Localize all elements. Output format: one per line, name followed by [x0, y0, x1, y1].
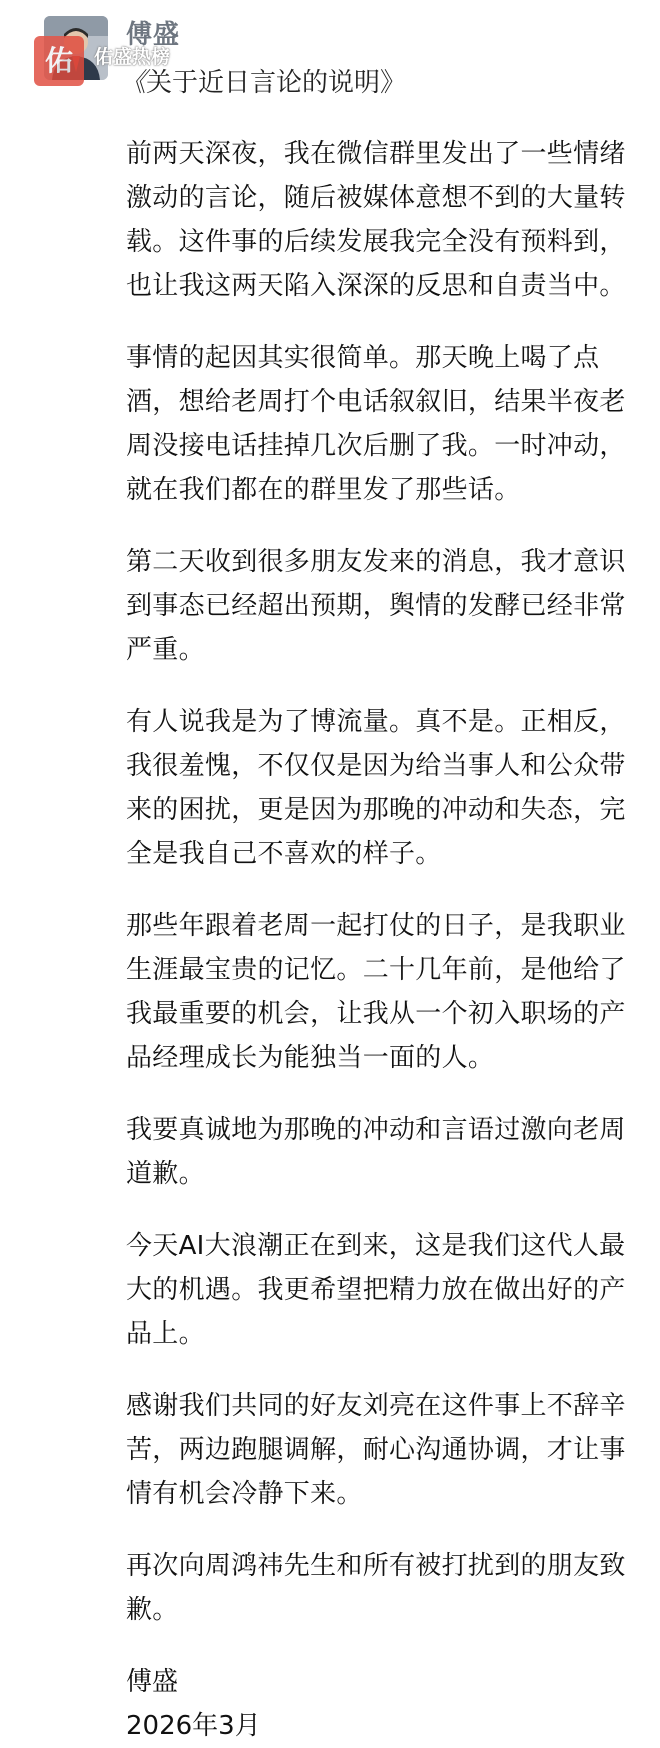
paragraph: 有人说我是为了博流量。真不是。正相反，我很羞愧，不仅仅是因为给当事人和公众带来的困扰，更是因为那晚的冲动和失态，完全是我自己不喜欢的样子。 [126, 707, 626, 869]
title-close-bracket: 》 [380, 68, 407, 98]
paragraph: 我要真诚地为那晚的冲动和言语过激向老周道歉。 [126, 1115, 626, 1189]
paragraph: 事情的起因其实很简单。那天晚上喝了点酒，想给老周打个电话叙叙旧，结果半夜老周没接电话挂掉几次后删了我。一时冲动，就在我们都在的群里发了那些话。 [126, 343, 626, 505]
signature-name: 傅盛 [126, 1667, 179, 1697]
signature-date: 2026年3月 [126, 1711, 261, 1741]
paragraph: 第二天收到很多朋友发来的消息，我才意识到事态已经超出预期，舆情的发酵已经非常严重。 [126, 547, 626, 665]
author-name[interactable]: 傅盛 [126, 20, 181, 50]
post-header [0, 0, 660, 98]
watermark-text: 佑盛热榜 [94, 46, 171, 68]
paragraph: 感谢我们共同的好友刘亮在这件事上不辞辛苦，两边跑腿调解，耐心沟通协调，才让事情有机会冷静下来。 [126, 1391, 626, 1509]
title-open-bracket: 《 [120, 68, 147, 98]
paragraph: 那些年跟着老周一起打仗的日子，是我职业生涯最宝贵的记忆。二十几年前，是他给了我最重要的机会，让我从一个初入职场的产品经理成长为能独当一面的人。 [126, 911, 626, 1073]
title-text: 关于近日言论的说明 [146, 68, 381, 98]
document-title [120, 62, 406, 99]
paragraph: 今天AI大浪潮正在到来，这是我们这代人最大的机遇。我更希望把精力放在做出好的产品上。 [126, 1231, 626, 1349]
paragraph: 前两天深夜，我在微信群里发出了一些情绪激动的言论，随后被媒体意想不到的大量转载。这件事的后续发展我完全没有预料到，也让我这两天陷入深深的反思和自责当中。 [126, 139, 626, 301]
paragraph: 再次向周鸿祎先生和所有被打扰到的朋友致歉。 [126, 1551, 626, 1625]
statement-body [126, 132, 636, 1748]
watermark-logo-icon: 佑 [34, 36, 84, 86]
